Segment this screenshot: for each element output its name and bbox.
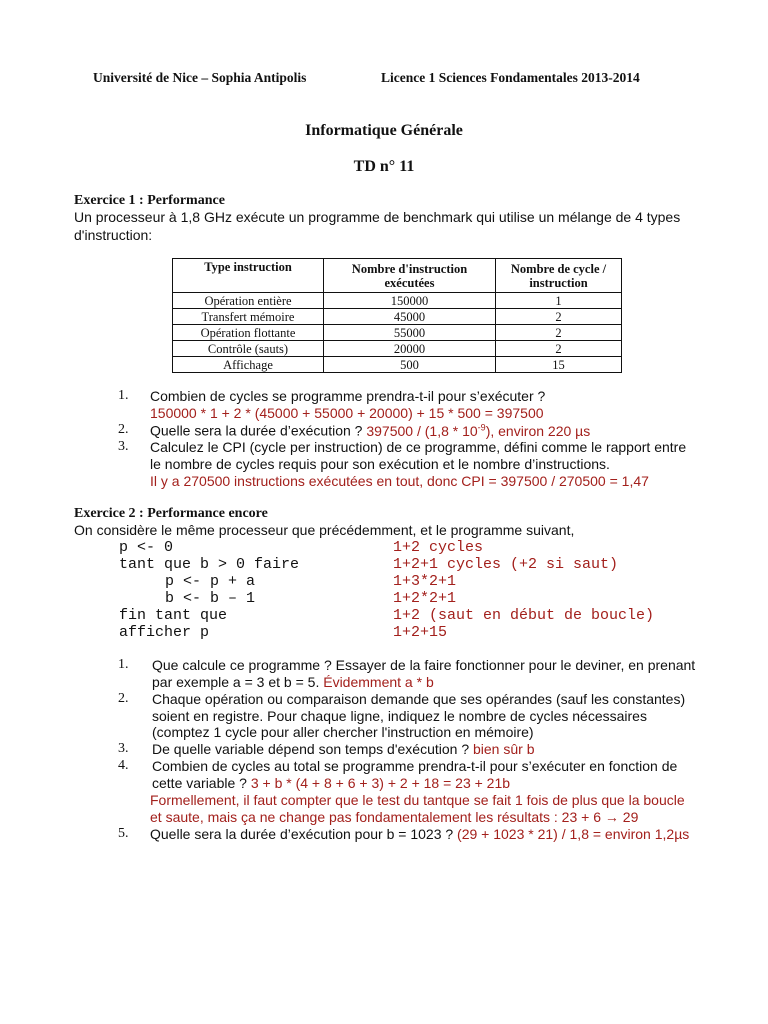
ex2-q2-line3: (comptez 1 cycle pour aller chercher l'instruction en mémoire) <box>152 724 534 740</box>
ex2-q1-number: 1. <box>118 657 129 672</box>
table-cell: Opération entière <box>173 293 324 309</box>
ex2-q4-number: 4. <box>118 758 129 773</box>
table-cell: 500 <box>324 357 496 373</box>
exercise-2-title: Exercice 2 : Performance encore <box>74 506 268 521</box>
table-cell: 55000 <box>324 325 496 341</box>
ex2-q1-text: par exemple a = 3 et b = 5. <box>152 674 320 690</box>
table-cell: Affichage <box>173 357 324 373</box>
ex2-q2-line2: soient en registre. Pour chaque ligne, indiquez le nombre de cycles nécessaires <box>152 708 647 724</box>
ex1-q2-number: 2. <box>118 422 129 437</box>
table-cell: 2 <box>496 309 622 325</box>
code-line: tant que b > 0 faire <box>119 556 300 573</box>
ex2-q1-line2 <box>152 674 434 690</box>
exercise-1-intro-line2: d'instruction: <box>74 227 153 243</box>
header-university: Université de Nice – Sophia Antipolis <box>93 70 307 85</box>
table-row <box>173 341 622 357</box>
performance-table <box>172 258 622 373</box>
ex1-q3-number: 3. <box>118 439 129 454</box>
table-cell: 1 <box>496 293 622 309</box>
ex2-a3-text: bien sûr b <box>473 741 535 757</box>
table-row <box>173 309 622 325</box>
arrow-icon: → <box>604 809 619 825</box>
ex2-a4-line1: 3 + b * (4 + 8 + 6 + 3) + 2 + 18 = 23 + 21b <box>250 775 511 791</box>
table-header-cell: Type instruction <box>173 259 324 293</box>
table-cell: 15 <box>496 357 622 373</box>
ex2-q4-text: cette variable ? <box>152 775 247 791</box>
table-header-cell: Nombre de cycle / instruction <box>496 259 622 293</box>
code-cycles: 1+2 cycles <box>393 539 484 556</box>
exercise-1-title: Exercice 1 : Performance <box>74 193 225 208</box>
ex1-q3-line2: le nombre de cycles requis pour son exécution et le nombre d’instructions. <box>150 456 610 472</box>
ex1-a2-exponent: -9 <box>477 422 486 432</box>
ex2-q1-line1: Que calcule ce programme ? Essayer de la faire fonctionner pour le deviner, en prenant <box>152 657 696 673</box>
table-cell: 2 <box>496 325 622 341</box>
code-line: b <- b – 1 <box>165 590 256 607</box>
ex2-a4-line3-text: et saute, mais ça ne change pas fondamentalement les résultats : 23 + 6 <box>150 809 601 825</box>
ex2-q3-line <box>152 741 534 757</box>
code-cycles: 1+2+1 cycles (+2 si saut) <box>393 556 619 573</box>
ex1-q2-text: Quelle sera la durée d’exécution ? <box>150 422 363 439</box>
ex2-q2-number: 2. <box>118 691 129 706</box>
table-cell: 20000 <box>324 341 496 357</box>
ex2-q3-text: De quelle variable dépend son temps d'exécution ? <box>152 741 470 757</box>
table-row <box>173 325 622 341</box>
exercise-1-intro-line1: Un processeur à 1,8 GHz exécute un programme de benchmark qui utilise un mélange de 4 types <box>74 209 681 225</box>
code-line: afficher p <box>119 624 210 641</box>
code-cycles: 1+3*2+1 <box>393 573 457 590</box>
page-subtitle: TD n° 11 <box>353 158 415 175</box>
table-cell: 2 <box>496 341 622 357</box>
header-course: Licence 1 Sciences Fondamentales 2013-2014 <box>381 70 640 85</box>
ex1-q3-line1: Calculez le CPI (cycle per instruction) de ce programme, défini comme le rapport entre <box>150 439 687 455</box>
ex2-q3-number: 3. <box>118 741 129 756</box>
page-title: Informatique Générale <box>305 122 463 139</box>
table-cell: Opération flottante <box>173 325 324 341</box>
ex1-q1-text: Combien de cycles se programme prendra-t-il pour s’exécuter ? <box>150 388 546 404</box>
exercise-2-intro: On considère le même processeur que précédemment, et le programme suivant, <box>74 522 575 538</box>
ex2-q4-line2 <box>152 775 510 791</box>
table-cell: Transfert mémoire <box>173 309 324 325</box>
code-line: p <- p + a <box>165 573 256 590</box>
ex1-a1-text: 150000 * 1 + 2 * (45000 + 55000 + 20000) + 15 * 500 = 397500 <box>150 405 544 421</box>
ex1-a3-text: Il y a 270500 instructions exécutées en tout, donc CPI = 397500 / 270500 = 1,47 <box>150 473 649 489</box>
code-cycles: 1+2+15 <box>393 624 448 641</box>
ex2-a4-line2: Formellement, il faut compter que le test du tantque se fait 1 fois de plus que la boucle <box>150 792 685 808</box>
ex1-q1-number: 1. <box>118 388 129 403</box>
code-cycles: 1+2*2+1 <box>393 590 457 607</box>
ex2-q2-line1: Chaque opération ou comparaison demande que ses opérandes (sauf les constantes) <box>152 691 686 707</box>
ex1-q2-line <box>150 422 590 439</box>
table-header-row <box>173 259 622 293</box>
ex1-a2-base: 397500 / (1,8 * 10 <box>366 422 478 439</box>
ex2-a4-result: 29 <box>622 809 639 825</box>
ex2-q5-number: 5. <box>118 826 129 841</box>
table-row <box>173 293 622 309</box>
ex2-a5-text: (29 + 1023 * 21) / 1,8 = environ 1,2µs <box>457 826 690 842</box>
table-row <box>173 357 622 373</box>
ex2-q4-line1: Combien de cycles au total se programme prendra-t-il pour s’exécuter en fonction de <box>152 758 678 774</box>
code-line: p <- 0 <box>119 539 174 556</box>
ex2-a4-line3 <box>150 809 638 825</box>
ex1-a2-tail: ), environ 220 µs <box>485 422 591 439</box>
ex2-q5-line <box>150 826 689 842</box>
ex1-a2-text <box>366 423 590 439</box>
ex2-q5-text: Quelle sera la durée d’exécution pour b = 1023 ? <box>150 826 454 842</box>
code-cycles: 1+2 (saut en début de boucle) <box>393 607 655 624</box>
ex2-a1-text: Évidemment a * b <box>323 674 434 690</box>
table-cell: 150000 <box>324 293 496 309</box>
table-cell: 45000 <box>324 309 496 325</box>
table-header-cell: Nombre d'instruction exécutées <box>324 259 496 293</box>
table-cell: Contrôle (sauts) <box>173 341 324 357</box>
code-line: fin tant que <box>119 607 228 624</box>
